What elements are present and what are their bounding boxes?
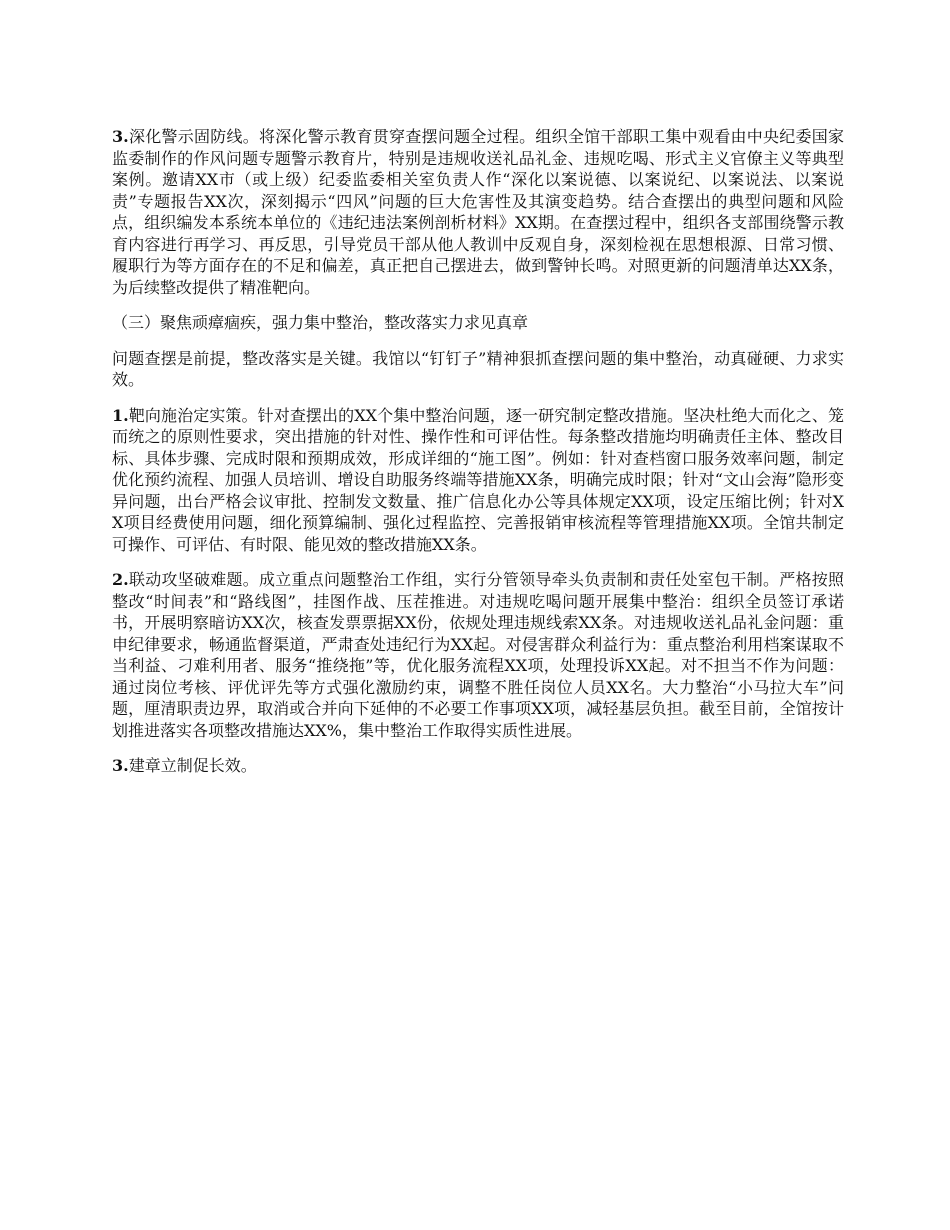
paragraph-text: 靶向施治定实策。针对查摆出的XX个集中整治问题，逐一研究制定整改措施。坚决杜绝大而化之、笼而统之的原则性要求，突出措施的针对性、操作性和可评估性。每条整改措施均明确责任主体、整改目标、具体步骤、完成时限和预期成效，形成详细的“施工图”。例如：针对查档窗口服务效率问题，制定优化预约流程、加强人员培训、增设自助服务终端等措施XX条，明确完成时限；针对“文山会海”隐形变异问题，出台严格会议审批、控制发文数量、推广信息化办公等具体规定XX项，设定压缩比例；针对XX项目经费使用问题，细化预算编制、强化过程监控、完善报销审核流程等管理措施XX项。全馆共制定可操作、可评估、有时限、能见效的整改措施XX条。: [112, 405, 844, 554]
paragraph-warning-education: [112, 126, 844, 298]
paragraph-targeted-measures: [112, 405, 844, 556]
paragraph-text: 建章立制促长效。: [128, 756, 257, 775]
paragraph-text: 联动攻坚破难题。成立重点问题整治工作组，实行分管领导牵头负责制和责任处室包干制。严格按照整改“时间表”和“路线图”，挂图作战、压茬推进。对违规吃喝问题开展集中整治：组织全员签订承诺书，开展明察暗访XX次，核查发票票据XX份，依规处理违规线索XX条。对违规收送礼品礼金问题：重申纪律要求，畅通监督渠道，严肃查处违纪行为XX起。对侵害群众利益行为：重点整治利用档案谋取不当利益、刁难利用者、服务“推绕拖”等，优化服务流程XX项，处理投诉XX起。对不担当不作为问题：通过岗位考核、评优评先等方式强化激励约束，调整不胜任岗位人员XX名。大力整治“小马拉大车”问题，厘清职责边界，取消或合并向下延伸的不必要工作事项XX项，减轻基层负担。截至目前，全馆按计划推进落实各项整改措施达XX%，集中整治工作取得实质性进展。: [112, 570, 844, 740]
paragraph-joint-tackling: [112, 569, 844, 741]
paragraph-institution-building: [112, 755, 844, 777]
section-heading: （三）聚焦顽瘴痼疾，强力集中整治，整改落实力求见真章: [112, 313, 529, 332]
item-number: 2.: [112, 570, 129, 589]
document-body: [112, 126, 844, 791]
item-number: 3.: [112, 756, 129, 775]
section-intro: 问题查摆是前提，整改落实是关键。我馆以“钉钉子”精神狠抓查摆问题的集中整治，动真碰硬、力求实效。: [112, 348, 844, 389]
item-number: 1.: [112, 405, 129, 425]
paragraph-text: 深化警示固防线。将深化警示教育贯穿查摆问题全过程。组织全馆干部职工集中观看由中央纪委国家监委制作的作风问题专题警示教育片，特别是违规收送礼品礼金、违规吃喝、形式主义官僚主义等典型案例。邀请XX市（或上级）纪委监委相关室负责人作“深化以案说德、以案说纪、以案说法、以案说责”专题报告XX次，深刻揭示“四风”问题的巨大危害性及其演变趋势。结合查摆出的典型问题和风险点，组织编发本系统本单位的《违纪违法案例剖析材料》XX期。在查摆过程中，组织各支部围绕警示教育内容进行再学习、再反思，引导党员干部从他人教训中反观自身，深刻检视在思想根源、日常习惯、履职行为等方面存在的不足和偏差，真正把自己摆进去，做到警钟长鸣。对照更新的问题清单达XX条，为后续整改提供了精准靶向。: [112, 127, 844, 297]
item-number: 3.: [112, 127, 129, 146]
